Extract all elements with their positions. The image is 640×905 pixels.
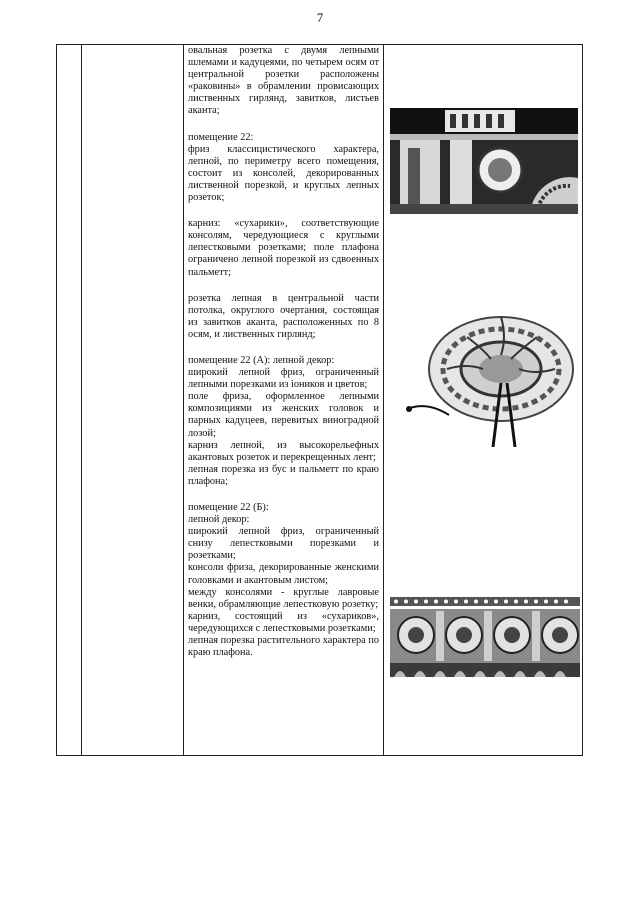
table-column-divider bbox=[81, 45, 82, 755]
table-column-divider bbox=[383, 45, 384, 755]
table-column-divider bbox=[183, 45, 184, 755]
document-table bbox=[56, 44, 583, 756]
list-item: между консолями - круглые лавровые венки, обрамляющие лепестковую розетку; bbox=[188, 586, 379, 610]
room-heading: помещение 22: bbox=[188, 131, 254, 143]
description-paragraph: фриз классицистического характера, лепной, по периметру всего помещения, состоит из консолей, декорированных лиственной порезкой, и круглых лепных розеток; bbox=[188, 143, 379, 204]
page-number: 7 bbox=[316, 10, 324, 25]
list-item: лепная порезка из бус и пальметт по краю плафона; bbox=[188, 463, 379, 487]
description-column bbox=[188, 45, 379, 659]
frieze-photo bbox=[390, 108, 578, 214]
list-item: лепная порезка растительного характера по краю плафона. bbox=[188, 635, 379, 659]
description-paragraph: карниз: «сухарики», соответствующие консолям, чередующиеся с круглыми лепестковыми розетками; поле плафона ограничено лепной порезкой из сдвоенных пальметт; bbox=[188, 218, 379, 278]
room-heading: помещение 22 (А): лепной декор: bbox=[188, 354, 335, 366]
list-item: карниз лепной, из высокорельефных акантовых розеток и перекрещенных лент; bbox=[188, 439, 379, 463]
list-item: широкий лепной фриз, ограниченный снизу лепестковыми порезками и розетками; bbox=[188, 526, 379, 562]
room-subheading: лепной декор: bbox=[188, 514, 250, 526]
list-item: поле фриза, оформленное лепными композициями из женских головок и парных кадуцеев, перевитых виноградной лозой; bbox=[188, 391, 379, 439]
description-paragraph: овальная розетка с двумя лепными шлемами и кадуцеями, по четырем осям от центральной розетки расположены «раковины» в обрамлении провисающих лиственных гирлянд, завитков, листьев аканта; bbox=[188, 45, 379, 117]
ceiling-rosette-photo bbox=[397, 297, 577, 447]
list-item: консоли фриза, декорированные женскими головками и акантовым листом; bbox=[188, 562, 379, 586]
room-heading: помещение 22 (Б): bbox=[188, 502, 269, 513]
list-item: широкий лепной фриз, ограниченный лепными порезками из ioников и цветов; bbox=[188, 367, 379, 391]
list-item: карниз, состоящий из «сухариков», чередующихся с лепестковыми розетками; bbox=[188, 610, 379, 634]
description-paragraph: розетка лепная в центральной части потолка, округлого очертания, состоящая из завитков аканта, расположенных по 8 осям, и лиственных гирлянд; bbox=[188, 292, 379, 340]
wreath-frieze-photo bbox=[390, 597, 580, 677]
